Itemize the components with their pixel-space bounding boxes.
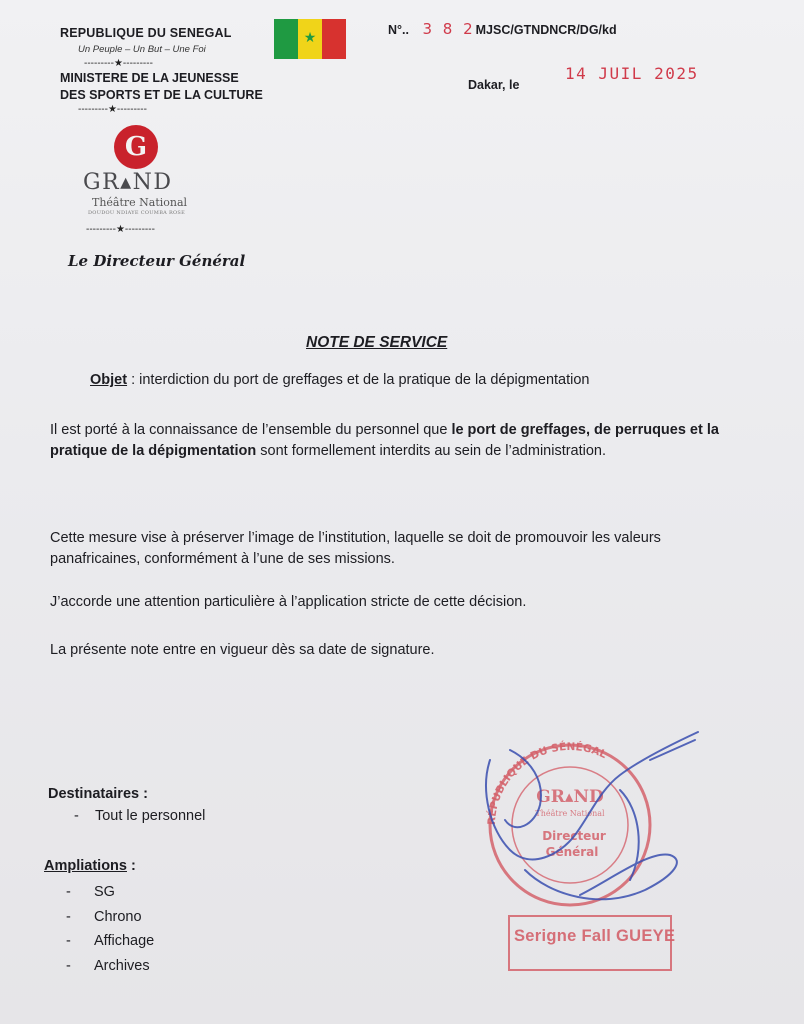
signatory-title: Le Directeur Général bbox=[68, 252, 246, 270]
reference-handwritten-number: 3 8 2 bbox=[408, 20, 476, 38]
seal-ring-text: RÉPUBLIQUE DU SÉNÉGAL bbox=[485, 740, 609, 826]
subject-text: : interdiction du port de greffages et de la pratique de la dépigmentation bbox=[127, 372, 590, 388]
separator-star: ---------★--------- bbox=[78, 104, 147, 115]
body-paragraph-2: Cette mesure vise à préserver l’image de l’institution, laquelle se doit de promouvoir les valeurs panafricaines, conformément à l’une de ses missions. bbox=[50, 530, 661, 567]
reference-prefix: N°.. bbox=[388, 23, 409, 37]
body-emphasis: le port de greffages, de perruques et la pratique de la dépigmentation bbox=[50, 422, 719, 459]
flag-star-icon: ★ bbox=[303, 29, 317, 45]
copy-item: - SG bbox=[66, 884, 115, 900]
subject-line bbox=[90, 372, 590, 388]
recipients-label: Destinataires : bbox=[48, 786, 148, 802]
copies-label: Ampliations : bbox=[44, 858, 136, 874]
date-stamp: 14 JUIL 2025 bbox=[565, 64, 699, 83]
logo-tagline: DOUDOU NDIAYE COUMBA ROSE bbox=[88, 210, 186, 216]
body-paragraph-1: Il est porté à la connaissance de l’ensemble du personnel que le port de greffages, de perruques et la pratique de la dépigmentation sont formellement interdits au sein de l’administration. bbox=[50, 422, 719, 459]
ministry-line-1: MINISTERE DE LA JEUNESSE bbox=[60, 71, 239, 85]
republic-heading: REPUBLIQUE DU SENEGAL bbox=[60, 26, 232, 40]
senegal-flag bbox=[274, 19, 346, 59]
grand-theatre-logo-icon: G bbox=[114, 125, 158, 169]
document-title: NOTE DE SERVICE bbox=[306, 334, 448, 351]
logo-subtitle: Théâtre National bbox=[92, 196, 188, 209]
body-paragraph-4: La présente note entre en vigueur dès sa date de signature. bbox=[50, 642, 435, 658]
copies-list bbox=[66, 880, 154, 978]
separator-star: ---------★--------- bbox=[84, 58, 153, 69]
seal-role-line-2: Général bbox=[545, 845, 599, 859]
signatory-name: Serigne Fall GUEYE bbox=[514, 927, 676, 945]
separator-star: ---------★--------- bbox=[86, 224, 155, 235]
copy-item: - Chrono bbox=[66, 908, 142, 925]
recipient-item: - Tout le personnel bbox=[74, 808, 206, 824]
ministry-heading bbox=[60, 70, 263, 104]
reference-suffix: MJSC/GTNDNCR/DG/kd bbox=[475, 23, 617, 37]
national-motto: Un Peuple – Un But – Une Foi bbox=[78, 44, 206, 55]
copy-item: - Archives bbox=[66, 957, 150, 974]
body-paragraph-3: J’accorde une attention particulière à l’application stricte de cette décision. bbox=[50, 594, 527, 610]
reference-number bbox=[388, 20, 617, 38]
copy-item: - Affichage bbox=[66, 933, 155, 949]
seal-center-word: GR▴ND bbox=[536, 787, 604, 807]
ministry-line-2: DES SPORTS ET DE LA CULTURE bbox=[60, 88, 263, 102]
place-label: Dakar, le bbox=[468, 78, 520, 92]
seal-center-subtitle: Théâtre National bbox=[535, 809, 605, 818]
subject-label: Objet bbox=[90, 372, 128, 388]
seal-role-line-1: Directeur bbox=[542, 829, 606, 843]
logo-wordmark: GR▴ND bbox=[83, 170, 173, 195]
